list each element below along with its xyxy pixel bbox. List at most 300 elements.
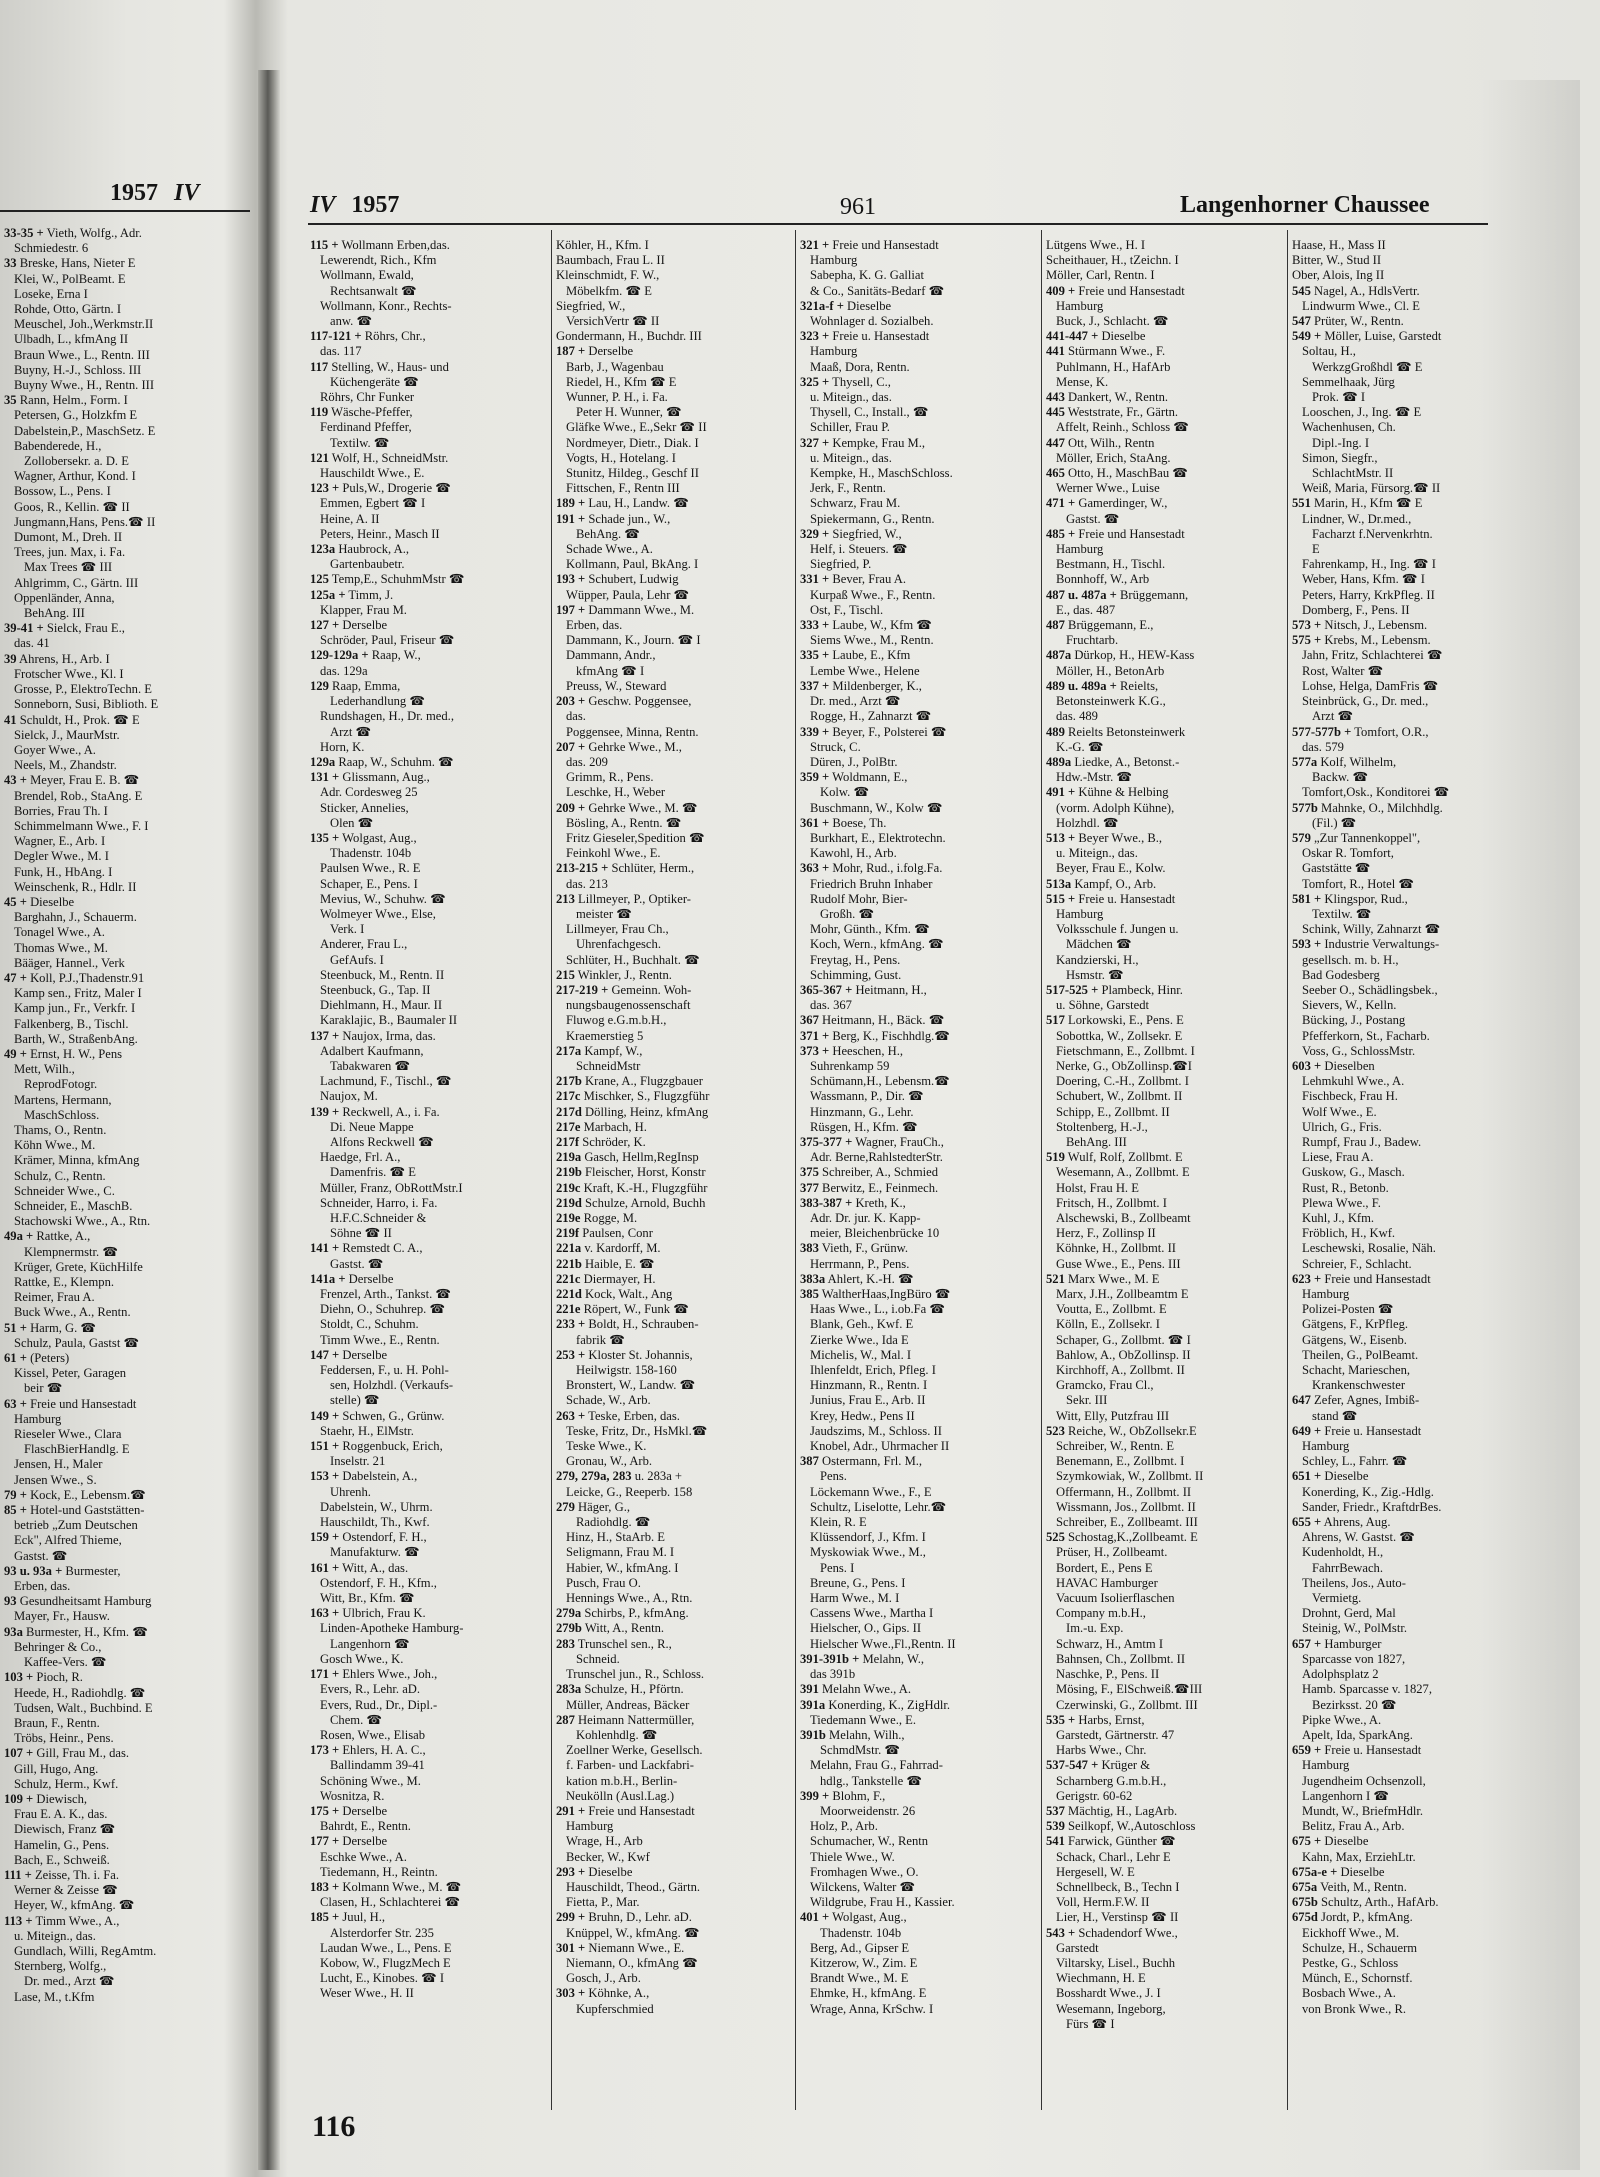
directory-entry: 675a-e + Dieselbe bbox=[1292, 1864, 1385, 1879]
directory-entry: 103 + Pioch, R. bbox=[4, 1670, 83, 1685]
directory-entry: Bosshardt Wwe., J. I bbox=[1056, 1986, 1161, 2001]
directory-entry: Gerigstr. 60-62 bbox=[1056, 1788, 1133, 1803]
directory-entry: Stoldt, C., Schuhm. bbox=[320, 1317, 419, 1332]
directory-entry: Schneider, Harro, i. Fa. bbox=[320, 1195, 438, 1210]
directory-entry: 233 + Boldt, H., Schrauben- bbox=[556, 1317, 699, 1332]
directory-entry: Reimer, Frau A. bbox=[14, 1290, 95, 1305]
directory-entry: Puhlmann, H., HafArb bbox=[1056, 359, 1171, 374]
directory-entry: Hauschildt Wwe., E. bbox=[320, 466, 425, 481]
directory-entry: 189 + Lau, H., Landw. ☎ bbox=[556, 496, 689, 511]
directory-entry: Guse Wwe., E., Pens. III bbox=[1056, 1256, 1181, 1271]
directory-entry: Kolw. ☎ bbox=[820, 785, 870, 800]
directory-entry: Pfefferkorn, St., Facharb. bbox=[1302, 1028, 1430, 1043]
entries-column-1 bbox=[310, 238, 546, 2098]
directory-entry: Teske Wwe., K. bbox=[566, 1439, 647, 1454]
directory-entry: Hamburg bbox=[810, 253, 858, 268]
directory-entry: Theilens, Jos., Auto- bbox=[1302, 1575, 1406, 1590]
directory-entry: Jerk, F., Rentn. bbox=[810, 481, 886, 496]
directory-entry: Rundshagen, H., Dr. med., bbox=[320, 709, 454, 724]
directory-entry: Langenhorn ☎ bbox=[330, 1636, 410, 1651]
directory-entry: 217f Schröder, K. bbox=[556, 1134, 646, 1149]
directory-entry: Krankenschwester bbox=[1312, 1378, 1406, 1393]
directory-entry: 387 Ostermann, Frl. M., bbox=[800, 1454, 923, 1469]
directory-entry: 287 Heimann Nattermüller, bbox=[556, 1712, 695, 1727]
directory-entry: Wachenhusen, Ch. bbox=[1302, 420, 1396, 435]
directory-entry: Lachmund, F., Tischl., ☎ bbox=[320, 1074, 452, 1089]
directory-entry: Barth, W., StraßenbAng. bbox=[14, 1031, 138, 1046]
directory-entry: Brendel, Rob., StaAng. E bbox=[14, 788, 143, 803]
directory-entry: Schacht, Marieschen, bbox=[1302, 1363, 1411, 1378]
directory-entry: Schulz, Paula, Gastst ☎ bbox=[14, 1335, 140, 1350]
directory-entry: 185 + Juul, H., bbox=[310, 1910, 386, 1925]
directory-entry: das. 129a bbox=[320, 663, 368, 678]
directory-entry: 399 + Blohm, F., bbox=[800, 1788, 886, 1803]
directory-entry: Zoellner Werke, Gesellsch. bbox=[566, 1743, 703, 1758]
directory-entry: 515 + Freie u. Hansestadt bbox=[1046, 891, 1176, 906]
directory-entry: Werner & Zeisse ☎ bbox=[14, 1883, 118, 1898]
directory-entry: Dammann, Andr., bbox=[566, 648, 656, 663]
directory-entry: 647 Zefer, Agnes, Imbiß- bbox=[1292, 1393, 1420, 1408]
directory-entry: 329 + Siegfried, W., bbox=[800, 526, 902, 541]
directory-entry: 279 Häger, G., bbox=[556, 1499, 630, 1514]
directory-entry: Wolf Wwe., E. bbox=[1302, 1104, 1377, 1119]
directory-entry: 219a Gasch, Hellm,RegInsp bbox=[556, 1150, 699, 1165]
directory-entry: Fromhagen Wwe., O. bbox=[810, 1864, 919, 1879]
directory-entry: Benemann, E., Zollbmt. I bbox=[1056, 1454, 1185, 1469]
directory-entry: 293 + Dieselbe bbox=[556, 1864, 633, 1879]
directory-entry: 367 Heitmann, H., Bäck. ☎ bbox=[800, 1013, 945, 1028]
directory-entry: Karaklajic, B., Baumaler II bbox=[320, 1013, 458, 1028]
entries-column-4 bbox=[1046, 238, 1282, 2098]
directory-entry: 551 Marin, H., Kfm ☎ E bbox=[1292, 496, 1423, 511]
directory-entry: 217c Mischker, S., Flugzgführ bbox=[556, 1089, 710, 1104]
directory-entry: 339 + Beyer, F., Polsterei ☎ bbox=[800, 724, 947, 739]
directory-entry: Kirchhoff, A., Zollbmt. II bbox=[1056, 1363, 1185, 1378]
directory-entry: 489 Reielts Betonsteinwerk bbox=[1046, 724, 1186, 739]
directory-entry: Evers, R., Lehr. aD. bbox=[320, 1682, 421, 1697]
directory-entry: Theilen, G., PolBeamt. bbox=[1302, 1347, 1419, 1362]
directory-entry: 487 u. 487a + Brüggemann, bbox=[1046, 587, 1189, 602]
directory-entry: Wollmann, Konr., Rechts- bbox=[320, 298, 452, 313]
directory-entry: 299 + Bruhn, D., Lehr. aD. bbox=[556, 1910, 692, 1925]
directory-entry: Tonagel Wwe., A. bbox=[14, 925, 105, 940]
directory-entry: Möller, H., BetonArb bbox=[1056, 663, 1165, 678]
directory-entry: Lehmkuhl Wwe., A. bbox=[1302, 1074, 1405, 1089]
directory-entry: Erben, das. bbox=[14, 1579, 71, 1594]
directory-entry: Rumpf, Frau J., Badew. bbox=[1302, 1134, 1422, 1149]
directory-entry: Goos, R., Kellin. ☎ II bbox=[14, 499, 130, 514]
directory-entry: Dabelstein,P., MaschSetz. E bbox=[14, 423, 156, 438]
directory-entry: Schack, Charl., Lehr E bbox=[1056, 1849, 1171, 1864]
directory-entry: 141a + Derselbe bbox=[310, 1271, 394, 1286]
directory-entry: Wollmann, Ewald, bbox=[320, 268, 414, 283]
directory-entry: Helf, i. Steuers. ☎ bbox=[810, 542, 908, 557]
left-header-rule bbox=[0, 210, 250, 212]
directory-entry: 107 + Gill, Frau M., das. bbox=[4, 1746, 130, 1761]
directory-entry: Volksschule f. Jungen u. bbox=[1056, 922, 1179, 937]
right-header-year: 1957 bbox=[351, 192, 400, 218]
directory-entry: Kudenholdt, H., bbox=[1302, 1545, 1384, 1560]
left-header-year: 1957 bbox=[110, 180, 158, 206]
directory-entry: 111 + Zeisse, Th. i. Fa. bbox=[4, 1867, 120, 1882]
directory-entry: 577a Kolf, Wilhelm, bbox=[1292, 754, 1397, 769]
left-page bbox=[0, 80, 258, 2160]
directory-entry: SchneidMstr bbox=[576, 1058, 641, 1073]
directory-entry: Adr. Cordesweg 25 bbox=[320, 785, 418, 800]
directory-entry: 323 + Freie u. Hansestadt bbox=[800, 329, 930, 344]
directory-entry: 129a Raap, W., Schuhm. ☎ bbox=[310, 754, 454, 769]
directory-entry: Kleinschmidt, F. W., bbox=[556, 268, 660, 283]
directory-entry: Bordert, E., Pens E bbox=[1056, 1560, 1153, 1575]
directory-entry: anw. ☎ bbox=[330, 314, 373, 329]
directory-entry: beir ☎ bbox=[24, 1381, 63, 1396]
directory-entry: Junius, Frau E., Arb. II bbox=[810, 1393, 926, 1408]
directory-entry: Hamburg bbox=[1302, 1439, 1350, 1454]
directory-entry: Köhn Wwe., M. bbox=[14, 1138, 96, 1153]
directory-entry: u. Miteign., das. bbox=[14, 1928, 96, 1943]
directory-entry: WerkzgGroßhdl ☎ E bbox=[1312, 359, 1423, 374]
directory-entry: 123a Haubrock, A., bbox=[310, 542, 409, 557]
directory-entry: 149 + Schwen, G., Grünw. bbox=[310, 1408, 445, 1423]
directory-entry: E., das. 487 bbox=[1056, 602, 1116, 617]
directory-entry: Emmen, Egbert ☎ I bbox=[320, 496, 426, 511]
directory-entry: Schimming, Gust. bbox=[810, 967, 902, 982]
directory-entry: Pipke Wwe., A. bbox=[1302, 1712, 1382, 1727]
directory-entry: Grosse, P., ElektroTechn. E bbox=[14, 682, 152, 697]
directory-entry: Jensen, H., Maler bbox=[14, 1457, 103, 1472]
directory-entry: Gläfke Wwe., E.,Sekr ☎ II bbox=[566, 420, 707, 435]
directory-entry: Holst, Frau H. E bbox=[1056, 1180, 1139, 1195]
directory-entry: Klei, W., PolBeamt. E bbox=[14, 271, 126, 286]
directory-entry: Peter H. Wunner, ☎ bbox=[576, 405, 682, 420]
directory-entry: Rohde, Otto, Gärtn. I bbox=[14, 302, 122, 317]
directory-entry: 215 Winkler, J., Rentn. bbox=[556, 967, 672, 982]
directory-entry: Steenbuck, G., Tap. II bbox=[320, 982, 431, 997]
directory-entry: Vermietg. bbox=[1312, 1591, 1362, 1606]
directory-entry: Barb, J., Wagenbau bbox=[566, 359, 664, 374]
directory-entry: E bbox=[1312, 542, 1320, 557]
directory-entry: Goyer Wwe., A. bbox=[14, 742, 96, 757]
left-entries-column bbox=[4, 226, 256, 2156]
directory-entry: u. Miteign., das. bbox=[1056, 846, 1138, 861]
directory-entry: Steenbuck, M., Rentn. II bbox=[320, 967, 445, 982]
directory-entry: Degler Wwe., M. I bbox=[14, 849, 109, 864]
directory-entry: Maaß, Dora, Rentn. bbox=[810, 359, 910, 374]
directory-entry: Müller, Andreas, Bäcker bbox=[566, 1697, 690, 1712]
directory-entry: Hamburg bbox=[566, 1819, 614, 1834]
directory-entry: Möbelkfm. ☎ E bbox=[566, 283, 652, 298]
directory-entry: 213-215 + Schlüter, Herm., bbox=[556, 861, 695, 876]
directory-entry: 657 + Hamburger bbox=[1292, 1636, 1382, 1651]
directory-entry: Leschewski, Rosalie, Näh. bbox=[1302, 1241, 1436, 1256]
directory-entry: Damenfris. ☎ E bbox=[330, 1165, 416, 1180]
directory-entry: Tiedemann Wwe., E. bbox=[810, 1712, 916, 1727]
directory-entry: Rosen, Wwe., Elisab bbox=[320, 1727, 426, 1742]
directory-entry: Bosbach Wwe., A. bbox=[1302, 1986, 1396, 2001]
directory-entry: 151 + Roggenbuck, Erich, bbox=[310, 1439, 443, 1454]
directory-entry: 581 + Klingspor, Rud., bbox=[1292, 891, 1408, 906]
directory-entry: (vorm. Adolph Kühne), bbox=[1056, 800, 1175, 815]
directory-entry: 187 + Derselbe bbox=[556, 344, 634, 359]
directory-entry: Holz, P., Arb. bbox=[810, 1819, 878, 1834]
directory-entry: SchmdMstr. ☎ bbox=[820, 1743, 901, 1758]
directory-entry: Meuschel, Joh.,Werkmstr.II bbox=[14, 317, 154, 332]
directory-entry: Struck, C. bbox=[810, 739, 861, 754]
directory-entry: Diehn, O., Schuhrep. ☎ bbox=[320, 1302, 446, 1317]
directory-entry: Sievers, W., Kelln. bbox=[1302, 998, 1397, 1013]
entries-column-5 bbox=[1292, 238, 1528, 2098]
directory-entry: Leschke, H., Weber bbox=[566, 785, 666, 800]
directory-entry: 61 + (Peters) bbox=[4, 1351, 70, 1366]
directory-entry: das. 579 bbox=[1302, 739, 1344, 754]
directory-entry: Alsterdorfer Str. 235 bbox=[330, 1925, 434, 1940]
directory-entry: Konerding, K., Zig.-Hdlg. bbox=[1302, 1484, 1434, 1499]
directory-entry: Beyer, Frau E., Kolw. bbox=[1056, 861, 1166, 876]
directory-entry: 649 + Freie u. Hansestadt bbox=[1292, 1423, 1422, 1438]
directory-entry: Gosch Wwe., K. bbox=[320, 1651, 404, 1666]
directory-entry: Viltarsky, Lisel., Buchh bbox=[1056, 1955, 1176, 1970]
directory-entry: 391 Melahn Wwe., A. bbox=[800, 1682, 911, 1697]
directory-entry: Hinz, H., StaArb. E bbox=[566, 1530, 665, 1545]
directory-entry: 337 + Mildenberger, K., bbox=[800, 678, 922, 693]
directory-entry: 441 Stürmann Wwe., F. bbox=[1046, 344, 1166, 359]
directory-entry: Prüser, H., Zollbeamt. bbox=[1056, 1545, 1168, 1560]
directory-entry: Bezirksst. 20 ☎ bbox=[1312, 1697, 1397, 1712]
directory-entry: 221c Diermayer, H. bbox=[556, 1271, 656, 1286]
directory-entry: 547 Prüter, W., Rentn. bbox=[1292, 314, 1404, 329]
directory-entry: Alschewski, B., Zollbeamt bbox=[1056, 1211, 1191, 1225]
directory-entry: f. Farben- und Lackfabri- bbox=[566, 1758, 694, 1773]
directory-entry: Tröbs, Heinr., Pens. bbox=[14, 1731, 114, 1746]
directory-entry: Linden-Apotheke Hamburg- bbox=[320, 1621, 464, 1636]
directory-entry: Jahn, Fritz, Schlachterei ☎ bbox=[1302, 648, 1443, 663]
directory-entry: Jugendheim Ochsenzoll, bbox=[1302, 1773, 1426, 1788]
directory-entry: VersichVertr ☎ II bbox=[566, 314, 660, 329]
page-number: 961 bbox=[840, 194, 876, 220]
directory-entry: Laudan Wwe., L., Pens. E bbox=[320, 1940, 452, 1955]
directory-entry: 383a Ahlert, K.-H. ☎ bbox=[800, 1271, 914, 1286]
directory-entry: Schröder, Paul, Friseur ☎ bbox=[320, 633, 455, 648]
directory-entry: Thomas Wwe., M. bbox=[14, 940, 108, 955]
directory-entry: Buyny Wwe., H., Rentn. III bbox=[14, 378, 155, 393]
directory-entry: 443 Dankert, W., Rentn. bbox=[1046, 390, 1169, 405]
directory-entry: Melahn, Frau G., Fahrrad- bbox=[810, 1758, 943, 1773]
directory-entry: 49a + Rattke, A., bbox=[4, 1229, 91, 1244]
directory-entry: 217e Marbach, H. bbox=[556, 1119, 647, 1134]
directory-entry: 113 + Timm Wwe., A., bbox=[4, 1913, 120, 1928]
directory-entry: Hamburg bbox=[1302, 1758, 1350, 1773]
directory-entry: kfmAng ☎ I bbox=[576, 663, 645, 678]
directory-entry: Siegfried, W., bbox=[556, 298, 626, 313]
directory-entry: 573 + Nitsch, J., Lebensm. bbox=[1292, 618, 1428, 633]
directory-entry: Müller, Franz, ObRottMstr.I bbox=[320, 1180, 463, 1195]
entries-column-2 bbox=[556, 238, 790, 2098]
directory-entry: Harm Wwe., M. I bbox=[810, 1591, 900, 1606]
directory-entry: 471 + Gamerdinger, W., bbox=[1046, 496, 1168, 511]
directory-entry: Hsmstr. ☎ bbox=[1066, 967, 1124, 982]
directory-entry: Lucht, E., Kinobes. ☎ I bbox=[320, 1971, 445, 1986]
directory-entry: Fietta, P., Mar. bbox=[566, 1895, 640, 1910]
directory-entry: Bonnhoff, W., Arb bbox=[1056, 572, 1150, 587]
directory-entry: Schink, Willy, Zahnarzt ☎ bbox=[1302, 922, 1441, 937]
directory-entry: Offermann, H., Zollbmt. II bbox=[1056, 1484, 1192, 1499]
directory-entry: Trees, jun. Max, i. Fa. bbox=[14, 545, 126, 560]
directory-entry: Kissel, Peter, Garagen bbox=[14, 1366, 127, 1381]
directory-entry: Koch, Wern., kfmAng. ☎ bbox=[810, 937, 944, 952]
directory-entry: Gill, Hugo, Ang. bbox=[14, 1761, 99, 1776]
directory-entry: Hamburg bbox=[1056, 542, 1104, 557]
directory-entry: Bad Godesberg bbox=[1302, 967, 1380, 982]
directory-entry: Heede, H., Radiohdlg. ☎ bbox=[14, 1685, 146, 1700]
directory-entry: 117-121 + Röhrs, Chr., bbox=[310, 329, 426, 344]
directory-entry: Fröblich, H., Kwf. bbox=[1302, 1226, 1396, 1241]
directory-entry: 219d Schulze, Arnold, Buchh bbox=[556, 1195, 706, 1210]
directory-entry: Möller, Carl, Rentn. I bbox=[1046, 268, 1155, 283]
directory-entry: 445 Weststrate, Fr., Gärtn. bbox=[1046, 405, 1179, 420]
directory-entry: Apelt, Ida, SparkAng. bbox=[1302, 1727, 1413, 1742]
directory-entry: Hamburg bbox=[1056, 298, 1104, 313]
directory-entry: 385 WaltherHaas,IngBüro ☎ bbox=[800, 1287, 951, 1302]
directory-entry: Schneider, E., MaschB. bbox=[14, 1199, 133, 1213]
directory-entry: Stoltenberg, H.-J., bbox=[1056, 1119, 1148, 1134]
directory-entry: 535 + Harbs, Ernst, bbox=[1046, 1712, 1145, 1727]
directory-entry: Braun, F., Rentn. bbox=[14, 1715, 100, 1730]
directory-entry: Diewisch, Franz ☎ bbox=[14, 1822, 116, 1837]
directory-entry: Buck, J., Schlacht. ☎ bbox=[1056, 314, 1169, 329]
directory-entry: Teske, Fritz, Dr., HsMkl.☎ bbox=[566, 1423, 708, 1438]
directory-entry: Eschke Wwe., A. bbox=[320, 1849, 407, 1864]
directory-entry: Schipp, E., Zollbmt. II bbox=[1056, 1104, 1170, 1119]
directory-entry: 593 + Industrie Verwaltungs- bbox=[1292, 937, 1440, 952]
directory-entry: 161 + Witt, A., das. bbox=[310, 1560, 409, 1575]
directory-entry: Gätgens, F., KrPfleg. bbox=[1302, 1317, 1409, 1332]
directory-entry: Hamburg bbox=[1056, 906, 1104, 921]
directory-entry: Voutta, E., Zollbmt. E bbox=[1056, 1302, 1167, 1317]
directory-entry: 45 + Dieselbe bbox=[4, 894, 75, 909]
directory-entry: Hamelin, G., Pens. bbox=[14, 1837, 110, 1852]
directory-entry: Frotscher Wwe., Kl. I bbox=[14, 666, 124, 681]
directory-entry: Szymkowiak, W., Zollbmt. II bbox=[1056, 1469, 1204, 1484]
directory-entry: 325 + Thysell, C., bbox=[800, 374, 891, 389]
directory-entry: 175 + Derselbe bbox=[310, 1803, 388, 1818]
directory-entry: Feddersen, F., u. H. Pohl- bbox=[320, 1363, 449, 1378]
directory-entry: 39-41 + Sielck, Frau E., bbox=[4, 621, 125, 636]
directory-entry: Kohlenhdlg. ☎ bbox=[576, 1727, 658, 1742]
directory-entry: Mett, Wilh., bbox=[14, 1062, 75, 1077]
directory-entry: Thams, O., Rentn. bbox=[14, 1122, 107, 1137]
directory-entry: MaschSchloss. bbox=[24, 1107, 100, 1122]
directory-entry: Babenderede, H., bbox=[14, 438, 102, 453]
directory-entry: Fietschmann, E., Zollbmt. I bbox=[1056, 1043, 1195, 1058]
directory-entry: Oskar R. Tomfort, bbox=[1302, 846, 1394, 861]
directory-entry: Frau E. A. K., das. bbox=[14, 1807, 108, 1822]
directory-entry: Kollmann, Paul, BkAng. I bbox=[566, 557, 699, 572]
directory-entry: Wrage, Anna, KrSchw. I bbox=[810, 2001, 934, 2016]
directory-entry: Sternberg, Wolfg., bbox=[14, 1959, 107, 1974]
directory-entry: Hennings Wwe., A., Rtn. bbox=[566, 1591, 693, 1606]
directory-entry: Kraemerstieg 5 bbox=[566, 1028, 644, 1043]
directory-entry: 321 + Freie und Hansestadt bbox=[800, 238, 939, 252]
street-name-header: Langenhorner Chaussee bbox=[1180, 192, 1430, 218]
directory-entry: Vogts, H., Hotelang. I bbox=[566, 450, 676, 465]
directory-entry: Backw. ☎ bbox=[1312, 770, 1369, 785]
directory-entry: 263 + Teske, Erben, das. bbox=[556, 1408, 680, 1423]
directory-entry: 525 Schostag,K.,Zollbeamt. E bbox=[1046, 1530, 1198, 1545]
directory-entry: 373 + Heeschen, H., bbox=[800, 1043, 904, 1058]
directory-entry: Schubert, W., Zollbmt. II bbox=[1056, 1089, 1183, 1104]
directory-entry: Schade, W., Arb. bbox=[566, 1393, 651, 1408]
directory-entry: Radiohdlg. ☎ bbox=[576, 1515, 651, 1530]
directory-entry: 335 + Laube, E., Kfm bbox=[800, 648, 911, 663]
directory-entry: 115 + Wollmann Erben,das. bbox=[310, 238, 450, 252]
directory-entry: Lembe Wwe., Helene bbox=[810, 663, 920, 678]
directory-entry: Ihlenfeldt, Erich, Pfleg. I bbox=[810, 1363, 936, 1378]
directory-entry: Uhrenh. bbox=[330, 1484, 371, 1499]
directory-entry: Tudsen, Walt., Buchbind. E bbox=[14, 1700, 153, 1715]
directory-entry: Weber, Hans, Kfm. ☎ I bbox=[1302, 572, 1425, 587]
directory-entry: das. 489 bbox=[1056, 709, 1098, 724]
directory-entry: Schöning Wwe., M. bbox=[320, 1773, 421, 1788]
directory-entry: K.-G. ☎ bbox=[1056, 739, 1104, 754]
directory-entry: 221e Röpert, W., Funk ☎ bbox=[556, 1302, 689, 1317]
directory-entry: fabrik ☎ bbox=[576, 1332, 625, 1347]
directory-entry: Kandzierski, H., bbox=[1056, 952, 1139, 967]
directory-entry: 203 + Geschw. Poggensee, bbox=[556, 694, 692, 709]
directory-entry: Dipl.-Ing. I bbox=[1312, 435, 1370, 450]
directory-entry: Holzhdl. ☎ bbox=[1056, 815, 1119, 830]
directory-entry: 279a Schirbs, P., kfmAng. bbox=[556, 1606, 689, 1621]
directory-entry: Tabakwaren ☎ bbox=[330, 1058, 411, 1073]
directory-entry: Trunschel jun., R., Schloss. bbox=[566, 1667, 705, 1682]
directory-entry: Voll, Herm.F.W. II bbox=[1056, 1895, 1150, 1910]
directory-entry: Seeber O., Schädlingsbek., bbox=[1302, 982, 1438, 997]
directory-entry: Mayer, Fr., Hausw. bbox=[14, 1609, 110, 1624]
directory-entry: 489 u. 489a + Reielts, bbox=[1046, 678, 1159, 693]
directory-entry: Falkenberg, B., Tischl. bbox=[14, 1016, 129, 1031]
directory-entry: Cassens Wwe., Martha I bbox=[810, 1606, 934, 1621]
directory-entry: Kölln, E., Zollsekr. I bbox=[1056, 1317, 1160, 1332]
directory-entry: Liese, Frau A. bbox=[1302, 1150, 1374, 1165]
directory-entry: 361 + Boese, Th. bbox=[800, 815, 887, 830]
directory-entry: Loseke, Erna I bbox=[14, 286, 88, 301]
directory-entry: Petersen, G., Holzkfm E bbox=[14, 408, 138, 423]
directory-entry: Peters, Harry, KrkPfleg. II bbox=[1302, 587, 1435, 602]
directory-entry: 221b Haible, E. ☎ bbox=[556, 1256, 655, 1271]
directory-entry: Facharzt f.Nervenkrhtn. bbox=[1312, 526, 1433, 541]
directory-entry: Bösling, A., Rentn. ☎ bbox=[566, 815, 682, 830]
directory-entry: 603 + Dieselben bbox=[1292, 1058, 1375, 1073]
directory-entry: Fittschen, F., Rentn III bbox=[566, 481, 680, 496]
directory-entry: Hauschildt, Theod., Gärtn. bbox=[566, 1879, 701, 1894]
directory-entry: Bronstert, W., Landw. ☎ bbox=[566, 1378, 696, 1393]
directory-entry: Bossow, L., Pens. I bbox=[14, 484, 111, 499]
column-divider bbox=[551, 230, 552, 2110]
directory-entry: 537-547 + Krüger & bbox=[1046, 1758, 1151, 1773]
directory-entry: 577-577b + Tomfort, O.R., bbox=[1292, 724, 1429, 739]
directory-entry: Simon, Siegfr., bbox=[1302, 450, 1378, 465]
directory-entry: BehAng. III bbox=[1066, 1134, 1127, 1149]
directory-entry: stand ☎ bbox=[1312, 1408, 1358, 1423]
directory-entry: 125a + Timm, J. bbox=[310, 587, 394, 602]
directory-entry: 487a Dürkop, H., HEW-Kass bbox=[1046, 648, 1195, 663]
directory-entry: Düren, J., PolBtr. bbox=[810, 754, 898, 769]
directory-entry: FahrrBewach. bbox=[1312, 1560, 1383, 1575]
directory-entry: Gaststätte ☎ bbox=[1302, 861, 1371, 876]
directory-entry: Tomfort, R., Hotel ☎ bbox=[1302, 876, 1415, 891]
directory-entry: Zierke Wwe., Ida E bbox=[810, 1332, 909, 1347]
directory-entry: Krämer, Minna, kfmAng bbox=[14, 1153, 140, 1168]
directory-entry: 221a v. Kardorff, M. bbox=[556, 1241, 661, 1256]
